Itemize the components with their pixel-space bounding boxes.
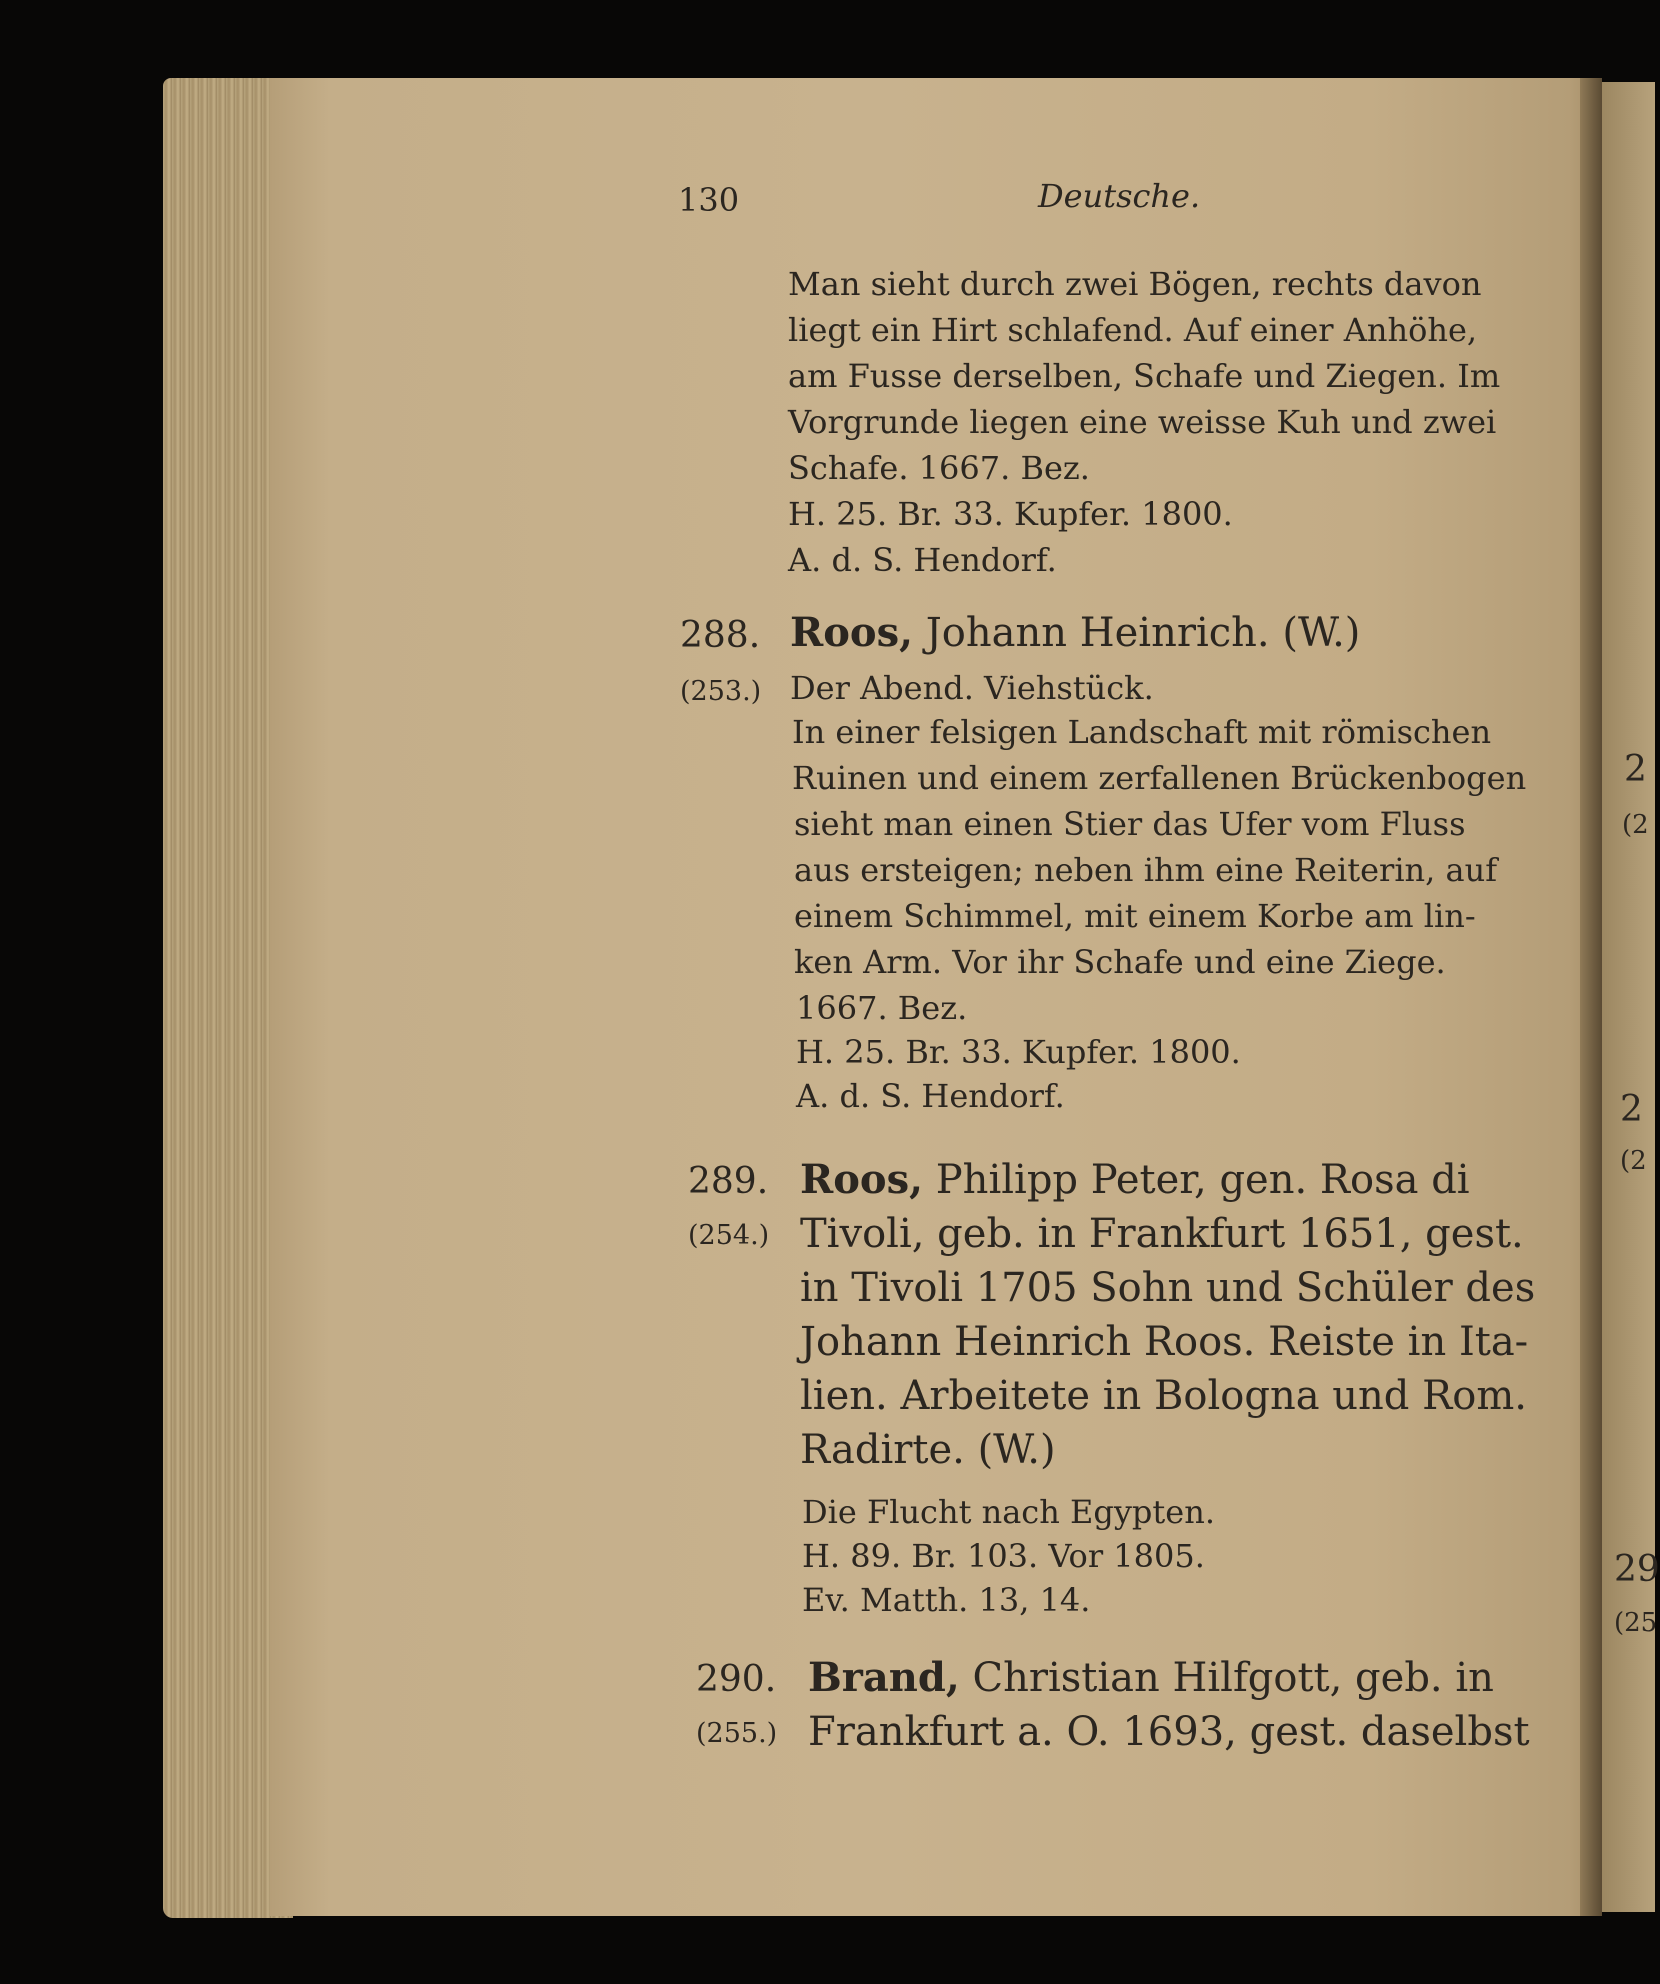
bio-line: lien. Arbeitete in Bologna und Rom.: [800, 1373, 1527, 1419]
text-line: Der Abend. Viehstück.: [790, 669, 1154, 707]
running-title: Deutsche.: [1038, 177, 1201, 215]
text-line: sieht man einen Stier das Ufer vom Fluss: [794, 805, 1466, 843]
next-page-fragment: 2: [1624, 749, 1647, 790]
entry-number: 290.: [696, 1659, 777, 1700]
text-line: Vorgrunde liegen eine weisse Kuh und zwei: [788, 403, 1497, 441]
text-line: H. 25. Br. 33. Kupfer. 1800.: [796, 1033, 1241, 1071]
entry-heading: [790, 609, 1361, 656]
text-line: In einer felsigen Landschaft mit römischen: [792, 713, 1492, 751]
entry-old-number: (254.): [688, 1220, 770, 1251]
text-line: A. d. S. Hendorf.: [796, 1077, 1065, 1115]
next-page-fragment: 29: [1614, 1549, 1660, 1590]
bio-line: in Tivoli 1705 Sohn und Schüler des: [800, 1265, 1536, 1311]
text-line: ken Arm. Vor ihr Schafe und eine Ziege.: [794, 943, 1446, 981]
artist-surname: Roos,: [800, 1156, 924, 1203]
artist-name: Christian Hilfgott, geb. in: [972, 1655, 1494, 1701]
text-line: aus ersteigen; neben ihm eine Reiterin, auf: [794, 851, 1498, 889]
text-line: Ruinen und einem zerfallenen Brückenbogen: [792, 759, 1527, 797]
bio-line: Radirte. (W.): [800, 1427, 1056, 1473]
page-number: 130: [678, 181, 740, 219]
entry-old-number: (255.): [696, 1718, 778, 1749]
text-line: A. d. S. Hendorf.: [788, 541, 1057, 579]
text-line: Schafe. 1667. Bez.: [788, 449, 1090, 487]
next-page-fragment: 2: [1620, 1089, 1643, 1130]
text-line: H. 89. Br. 103. Vor 1805.: [802, 1537, 1205, 1575]
text-line: einem Schimmel, mit einem Korbe am lin-: [794, 897, 1476, 935]
text-line: Ev. Matth. 13, 14.: [802, 1581, 1091, 1619]
entry-number: 288.: [680, 615, 761, 656]
entry-heading: [808, 1654, 1494, 1701]
entry-old-number: (253.): [680, 676, 762, 707]
next-page-fragment: (2: [1622, 810, 1649, 840]
artist-surname: Roos,: [790, 609, 914, 656]
entry-number: 289.: [688, 1161, 769, 1202]
text-line: am Fusse derselben, Schafe und Ziegen. Im: [788, 357, 1501, 395]
text-line: liegt ein Hirt schlafend. Auf einer Anhöhe,: [788, 311, 1478, 349]
artist-name: Johann Heinrich. (W.): [925, 610, 1361, 656]
bio-line: Frankfurt a. O. 1693, gest. daselbst: [808, 1709, 1530, 1755]
entry-heading: [800, 1156, 1470, 1203]
bio-line: Tivoli, geb. in Frankfurt 1651, gest.: [800, 1211, 1524, 1257]
book-gutter: [1580, 78, 1602, 1916]
text-line: H. 25. Br. 33. Kupfer. 1800.: [788, 495, 1233, 533]
artist-surname: Brand,: [808, 1654, 960, 1701]
next-page-fragment: (2: [1620, 1146, 1647, 1176]
artist-name: Philipp Peter, gen. Rosa di: [935, 1157, 1470, 1203]
next-page-fragment: (25: [1614, 1608, 1658, 1638]
text-line: Man sieht durch zwei Bögen, rechts davon: [788, 265, 1482, 303]
text-line: Die Flucht nach Egypten.: [802, 1493, 1215, 1531]
bio-line: Johann Heinrich Roos. Reiste in Ita-: [800, 1319, 1529, 1365]
text-line: 1667. Bez.: [796, 989, 968, 1027]
